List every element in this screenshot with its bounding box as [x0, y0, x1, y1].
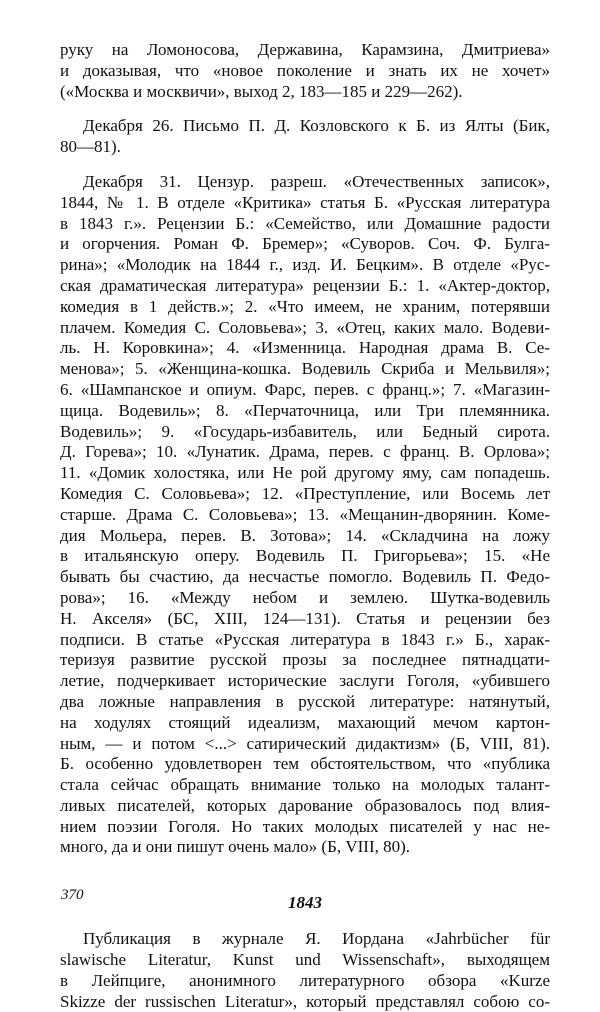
- text-line: нием поэзии Гоголя. Но таких молодых писателей у нас не-: [60, 816, 550, 836]
- text-line: Д. Горева»; 10. «Лунатик. Драма, перев. с франц. В. Орлова»;: [60, 442, 550, 462]
- text-line: рина»; «Молодик на 1844 г., изд. И. Бецким». В отделе «Рус-: [60, 255, 550, 275]
- paragraph-publication: [60, 929, 550, 1012]
- text-line: руку на Ломоносова, Державина, Карамзина, Дмитриева»: [60, 40, 550, 59]
- text-line: Skizze der russischen Literatur», который представлял собою со-: [60, 991, 550, 1011]
- text-line: стала сейчас обращать внимание только на молодых талант-: [60, 775, 550, 795]
- text-line: комедия в 1 действ.»; 2. «Что имеем, не храним, потерявши: [60, 296, 550, 316]
- text-line: старше. Драма С. Соловьева»; 13. «Мещанин-дворянин. Коме-: [60, 504, 550, 524]
- text-line: Декабря 26. Письмо П. Д. Козловского к Б. из Ялты (Бик,: [83, 116, 550, 136]
- text-line: менова»; 5. «Женщина-кошка. Водевиль Скриба и Мельвиля»;: [60, 359, 550, 379]
- text-line: в итальянскую оперу. Водевиль П. Григорьева»; 15. «Не: [60, 546, 550, 566]
- text-line: в Лейпциге, анонимного литературного обзора «Kurze: [60, 970, 550, 990]
- text-line: 1844, № 1. В отделе «Критика» статья Б. «Русская литература: [60, 192, 550, 212]
- text-line: и доказывая, что «новое поколение и знать их не хочет»: [60, 60, 550, 80]
- text-line: и огорчения. Роман Ф. Бремер»; «Суворов. Соч. Ф. Булга-: [60, 234, 550, 254]
- paragraph-continuation: [60, 40, 550, 102]
- text-line: slawische Literatur, Kunst und Wissenschaft», выходящем: [60, 950, 550, 970]
- text-line: рова»; 16. «Между небом и землею. Шутка-водевиль: [60, 587, 550, 607]
- text-line: дия Мольера, перев. В. Зотова»; 14. «Складчина на ложу: [60, 525, 550, 545]
- text-line: в 1843 г.». Рецензии Б.: «Семейство, или Домашние радости: [60, 213, 550, 233]
- text-line: ливых писателей, которых дарование образовалось под влия-: [60, 795, 550, 815]
- text-line: («Москва и москвичи», выход 2, 183—185 и 229—262).: [60, 81, 463, 101]
- text-line: 80—81).: [60, 137, 121, 157]
- page-body: [60, 40, 550, 1012]
- text-line: щица. Водевиль»; 8. «Перчаточница, или Три племянника.: [60, 400, 550, 420]
- text-line: два ложные направления в русской литературе: натянутый,: [60, 691, 550, 711]
- text-line: Публикация в журнале Я. Иордана «Jahrbücher für: [83, 929, 550, 949]
- text-line: ль. Н. Коровкина»; 4. «Изменница. Народная драма В. Се-: [60, 338, 550, 358]
- page-number: 370: [61, 887, 84, 903]
- text-line: Водевиль»; 9. «Государь-избавитель, или Бедный сирота.: [60, 421, 550, 441]
- text-line: теризуя развитие русской прозы за последнее пятнадцати-: [60, 650, 550, 670]
- text-line: 11. «Домик холостяка, или Не рой другому яму, сам попадешь.: [60, 463, 550, 483]
- year-heading: 1843: [288, 893, 322, 913]
- text-line: ным, — и потом <...> сатирический дидактизм» (Б, VIII, 81).: [60, 733, 550, 753]
- text-line: ская драматическая литература» рецензии Б.: 1. «Актер-доктор,: [60, 275, 550, 295]
- text-line: Декабря 31. Цензур. разреш. «Отечественных записок»,: [83, 171, 550, 191]
- text-line: много, да и они пишут очень мало» (Б, VIII, 80).: [60, 837, 411, 857]
- paragraph-dec-31: [60, 172, 550, 858]
- text-line: Н. Акселя» (БС, XIII, 124—131). Статья и рецензии без: [60, 608, 550, 628]
- text-line: подписи. В статье «Русская литература в 1843 г.» Б., харак-: [60, 629, 550, 649]
- text-line: на ходулях стоящий идеализм, махающий мечом картон-: [60, 712, 550, 732]
- text-line: летие, подчеркивает исторические заслуги Гоголя, «убившего: [60, 671, 550, 691]
- text-line: Б. особенно удовлетворен тем обстоятельством, что «публика: [60, 754, 550, 774]
- text-line: бывать бы счастию, да несчастье помогло. Водевиль П. Федо-: [60, 567, 550, 587]
- text-line: плачем. Комедия С. Соловьева»; 3. «Отец, каких мало. Водеви-: [60, 317, 550, 337]
- paragraph-dec-26: [60, 116, 550, 158]
- text-line: Комедия С. Соловьева»; 12. «Преступление, или Восемь лет: [60, 483, 550, 503]
- text-line: 6. «Шампанское и опиум. Фарс, перев. с франц.»; 7. «Магазин-: [60, 379, 550, 399]
